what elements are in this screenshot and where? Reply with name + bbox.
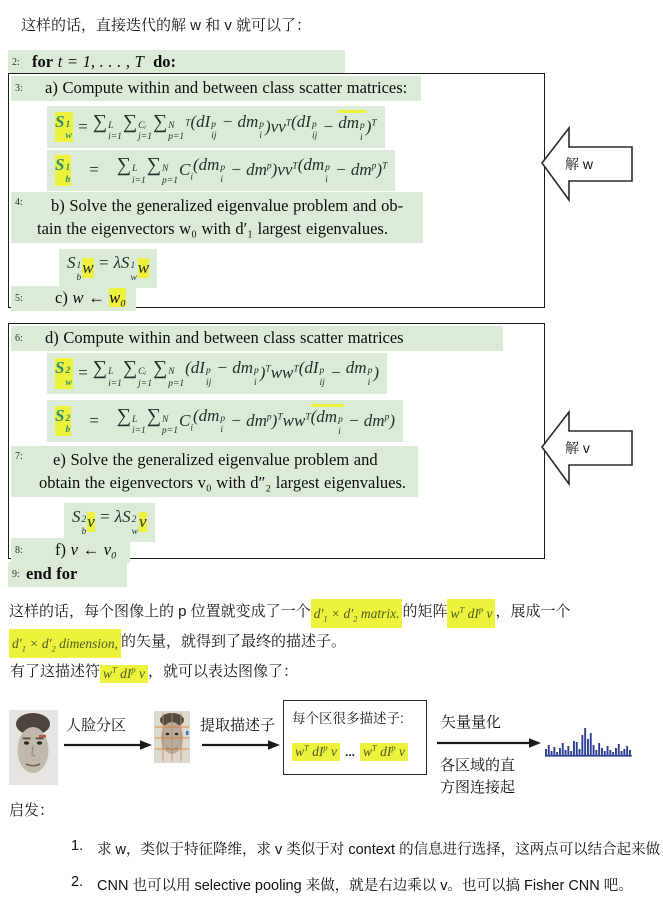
ellipsis: ... — [345, 745, 356, 759]
intro-paragraph: 这样的话，直接迭代的解 w 和 v 就可以了： — [21, 17, 312, 34]
label-vector-quantization: 矢量量化 — [441, 714, 502, 731]
label-concat-histogram-1: 各区域的直 — [440, 757, 516, 774]
solve-v-arrow-label: 解 v — [565, 440, 590, 456]
algorithm-box-solve-v — [8, 323, 545, 559]
descriptor-box-chips — [292, 743, 408, 761]
formula-s2w: S 2 w = ∑ L i=1 ∑ Cᵢ j=1 ∑ N p=1 (dI p ij − dm p i )$^T$ $ww^T$ (dI p ij − dm p i ) — [47, 353, 387, 394]
express-paragraph — [10, 660, 298, 683]
loop-variable: t = 1, . . . , T — [57, 52, 144, 71]
text-run: 这样的话，每个图像上的 p 位置就变成了一个 — [9, 603, 311, 620]
step-b-line2: tain the eigenvectors w₀ with d′₁ largest eigenvalues. — [37, 219, 388, 238]
label-concat-histogram-2: 方图连接起 — [440, 779, 516, 796]
text-run: ，就可以表达图像了： — [148, 663, 299, 680]
note-item-text: CNN 也可以用 selective pooling 来做，就是右边乘以 v。也可以搞 Fisher CNN 吧。 — [97, 878, 633, 894]
step-f-label: f) — [55, 540, 71, 559]
label-face-partition: 人脸分区 — [66, 717, 127, 734]
line-number-4: 4: — [15, 197, 23, 208]
descriptor-box-title: 每个区很多描述子: — [292, 711, 404, 726]
algorithm-box-solve-w — [8, 73, 545, 308]
step-d-text: d) Compute within and between class scatter matrices — [45, 328, 404, 347]
endfor-keyword: end for — [26, 564, 78, 583]
note-item-text: 求 w，类似于特征降维，求 v 类似于对 context 的信息进行选择，这两点可以结合起来做 — [97, 842, 661, 858]
formula-eigen-w: S 1 b w = λS 1 w w — [59, 249, 157, 288]
descriptor-chip: $w^T$ $dI^p$ v — [292, 743, 340, 761]
flow-arrow-2-icon — [202, 739, 280, 751]
note-item-number: 2. — [71, 874, 84, 890]
pipeline-diagram — [0, 695, 663, 795]
step-a-text: a) Compute within and between class scatter matrices: — [45, 78, 408, 97]
algo-line-c — [11, 286, 136, 311]
algo-line-b — [11, 192, 423, 243]
algo-line-d — [11, 326, 503, 351]
line-number-9: 9: — [12, 569, 20, 580]
text-run: ，展成一个 — [495, 603, 571, 620]
descriptor-paragraph-line1 — [9, 598, 571, 628]
algo-line-a — [11, 76, 421, 101]
descriptor-box — [283, 700, 427, 775]
dims-matrix-chip: $d'_1$ × $d'_2$ matrix. — [311, 599, 403, 628]
descriptor-paragraph — [9, 598, 571, 658]
step-f-text — [55, 540, 117, 559]
dims-dimension-chip: $d'_1$ × $d'_2$ dimension, — [9, 629, 121, 658]
step-e-line1: e) Solve the generalized eigenvalue problem and — [53, 450, 378, 469]
step-c-w0: w₀ — [109, 288, 126, 307]
line-number-6: 6: — [15, 333, 23, 344]
descriptor-chip: $w^T$ $dI^p$ v — [447, 599, 495, 628]
step-f-expr: v ← v₀ — [70, 540, 117, 559]
line-number-3: 3: — [15, 83, 23, 94]
solve-w-arrow — [541, 126, 634, 202]
step-c-label: c) — [55, 288, 73, 307]
face-photo-partitioned — [154, 711, 190, 763]
histogram-svg — [545, 728, 633, 758]
notes-title: 启发： — [9, 802, 55, 819]
formula-eigen-v: S 2 b v = λS 2 w v — [64, 503, 155, 542]
algo-line-endfor — [8, 562, 127, 587]
algo-line-f — [11, 538, 130, 563]
line-number-2: 2: — [12, 57, 20, 68]
descriptor-chip: $w^T$ $dI^p$ v — [360, 743, 408, 761]
text-run: 的矩阵 — [402, 603, 448, 620]
note-item-number: 1. — [71, 838, 84, 854]
text-run: 有了这描述符 — [10, 663, 101, 680]
step-b-line1: b) Solve the generalized eigenvalue problem and ob- — [51, 196, 404, 215]
solve-w-arrow-label: 解 w — [565, 156, 593, 172]
formula-s1b: S 1 b = ∑ L i=1 ∑ N p=1 $C_i$ (dm p i − $dm^p$ )$vv^T$ (dm p i − $dm^p$ )$^T$ — [47, 150, 395, 191]
line-number-5: 5: — [15, 293, 23, 304]
descriptor-chip: $w^T$ $dI^p$ v — [100, 665, 148, 683]
step-c-expr: w ← — [72, 288, 110, 307]
algo-line-e — [11, 446, 418, 497]
label-extract-descriptor: 提取描述子 — [200, 717, 276, 734]
do-keyword: do: — [153, 52, 177, 71]
step-e-line2: obtain the eigenvectors v₀ with d″₂ largest eigenvalues. — [39, 473, 407, 492]
for-keyword: for — [32, 52, 54, 71]
descriptor-paragraph-line2 — [9, 628, 571, 658]
for-statement — [32, 52, 176, 71]
algo-line-for — [8, 50, 345, 75]
formula-s1w: S 1 w = ∑ L i=1 ∑ Cᵢ j=1 ∑ N p=1 $^T$ (dI p ij − dm p i )$vv^T$ (dI p ij − dm p i )$^T$ — [47, 106, 385, 148]
step-c-text — [55, 288, 126, 307]
line-number-8: 8: — [15, 545, 23, 556]
flow-arrow-1-icon — [64, 739, 152, 751]
line-number-7: 7: — [15, 451, 23, 462]
formula-s2b: S 2 b = ∑ L i=1 ∑ N p=1 $C_i$ (dm p i − $dm^p$ )$^T$ $ww^T$ (dm p i − $dm^p$ ) — [47, 400, 403, 442]
text-run: 的矢量，就得到了最终的描述子。 — [121, 633, 347, 650]
flow-arrow-3-icon — [437, 737, 541, 749]
solve-v-arrow — [541, 410, 634, 486]
face-photo — [9, 710, 58, 785]
